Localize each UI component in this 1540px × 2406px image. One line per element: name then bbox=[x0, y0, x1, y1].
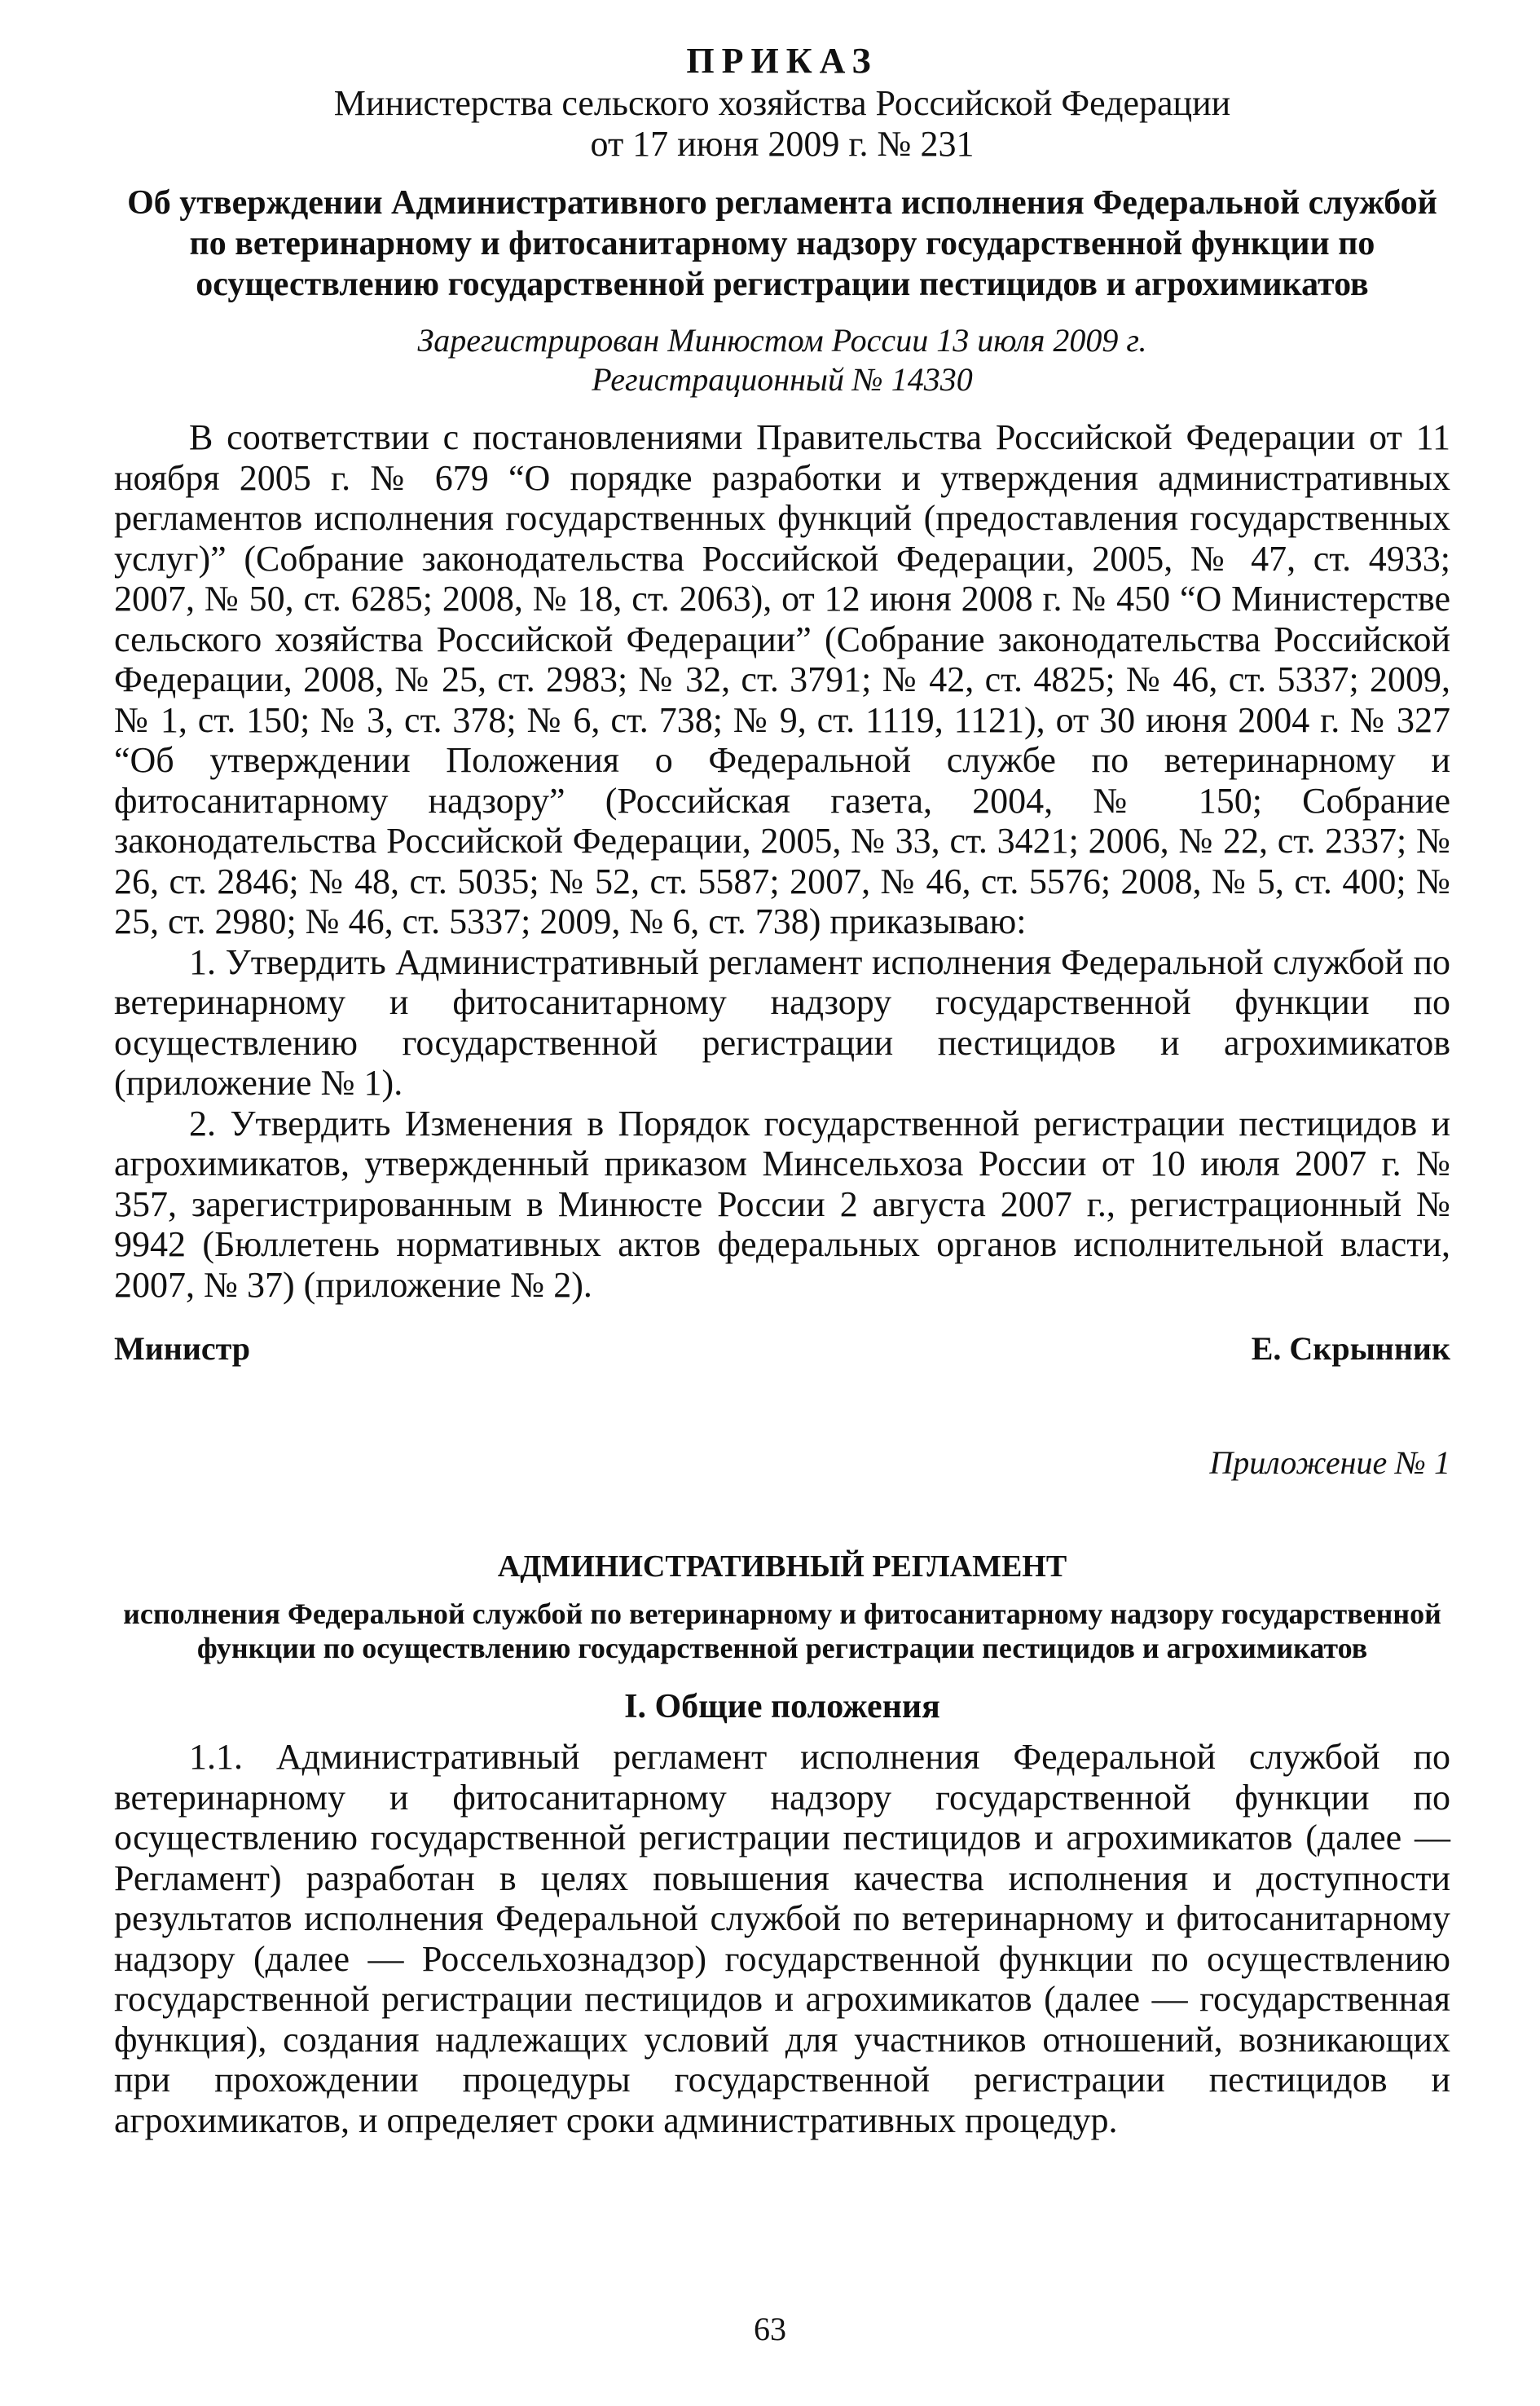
registration-note bbox=[114, 321, 1450, 399]
order-item-1: 1. Утвердить Административный регламент исполнения Федеральной службой по ветеринарному и фитосанитарному надзору государственной функции по осуществлению государственной регистрации пестицидов и агрохимикатов (приложение № 1). bbox=[114, 941, 1450, 1103]
order-item-2: 2. Утвердить Изменения в Порядок государственной регистрации пестицидов и агрохимикатов, утвержденный приказом Минсельхоза России от 10 июля 2007 г. № 357, зарегистрированным в Минюсте России 2 августа 2007 г., регистрационный № 9942 (Бюллетень нормативных актов федеральных органов исполнительной власти, 2007, № 37) (приложение № 2). bbox=[114, 1103, 1450, 1305]
registration-line: Зарегистрирован Минюстом России 13 июля 2009 г. bbox=[417, 322, 1147, 359]
section-body bbox=[114, 1737, 1450, 2140]
preamble-paragraph: В соответствии с постановлениями Правительства Российской Федерации от 11 ноября 2005 г. № 679 “О порядке разработки и утверждения административных регламентов исполнения государственных функций (предоставления государственных услуг)” (Собрание законодательства Российской Федерации, 2005, № 47, ст. 4933; 2007, № 50, ст. 6285; 2008, № 18, ст. 2063), от 12 июня 2008 г. № 450 “О Министерстве сельского хозяйства Российской Федерации” (Собрание законодательства Российской Федерации, 2008, № 25, ст. 2983; № 32, ст. 3791; № 42, ст. 4825; № 46, ст. 5337; 2009, № 1, ст. 150; № 3, ст. 378; № 6, ст. 738; № 9, ст. 1119, 1121), от 30 июня 2004 г. № 327 “Об утверждении Положения о Федеральной службе по ветеринарному и фитосанитарному надзору” (Российская газета, 2004, № 150; Собрание законодательства Российской Федерации, 2005, № 33, ст. 3421; 2006, № 22, ст. 2337; № 26, ст. 2846; № 48, ст. 5035; № 52, ст. 5587; 2007, № 46, ст. 5576; 2008, № 5, ст. 400; № 25, ст. 2980; № 46, ст. 5337; 2009, № 6, ст. 738) приказываю: bbox=[114, 417, 1450, 941]
order-subject: Об утверждении Административного регламента исполнения Федеральной службой по ветеринарному и фитосанитарному надзору государственной функции по осуществлению государственной регистрации пестицидов и агрохимикатов bbox=[127, 184, 1437, 303]
document-header bbox=[114, 39, 1450, 165]
issuing-authority: Министерства сельского хозяйства Российской Федерации bbox=[333, 83, 1231, 123]
order-date-number: от 17 июня 2009 г. № 231 bbox=[590, 124, 975, 164]
regulation-title: АДМИНИСТРАТИВНЫЙ РЕГЛАМЕНТ bbox=[497, 1549, 1067, 1584]
document-page bbox=[114, 39, 1450, 2140]
signatory-name: Е. Скрынник bbox=[1251, 1330, 1450, 1367]
section-heading: I. Общие положения bbox=[624, 1688, 940, 1725]
document-type: ПРИКАЗ bbox=[686, 41, 878, 81]
signatory-position: Министр bbox=[114, 1330, 251, 1367]
section-paragraph-1-1: 1.1. Административный регламент исполнения Федеральной службой по ветеринарному и фитосанитарному надзору государственной функции по осуществлению государственной регистрации пестицидов и агрохимикатов (далее — Регламент) разработан в целях повышения качества исполнения и доступности результатов исполнения Федеральной службой по ветеринарному и фитосанитарному надзору (далее — Россельхознадзор) государственной функции по осуществлению государственной регистрации пестицидов и агрохимикатов (далее — государственная функция), создания надлежащих условий для участников отношений, возникающих при прохождении процедуры государственной регистрации пестицидов и агрохимикатов, и определяет сроки административных процедур. bbox=[114, 1737, 1450, 2140]
signature-block bbox=[114, 1329, 1450, 1368]
order-body bbox=[114, 417, 1450, 1305]
page-number: 63 bbox=[754, 2311, 786, 2347]
registration-number: Регистрационный № 14330 bbox=[592, 361, 973, 398]
regulation-subtitle: исполнения Федеральной службой по ветеринарному и фитосанитарному надзору государственной функции по осуществлению государственной регистрации пестицидов и агрохимикатов bbox=[123, 1597, 1441, 1664]
appendix-label: Приложение № 1 bbox=[1209, 1444, 1450, 1481]
